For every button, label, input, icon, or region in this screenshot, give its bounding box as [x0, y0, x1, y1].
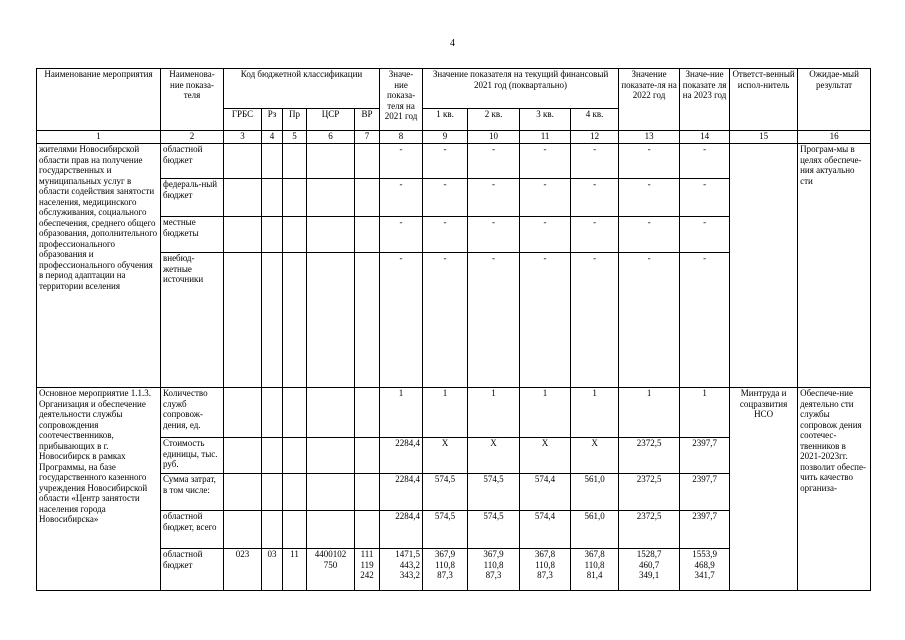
cell-dash: -	[619, 217, 680, 253]
cell-dash: -	[619, 179, 680, 217]
value-q4: X	[571, 438, 619, 474]
value: 468,9	[694, 559, 715, 570]
cell-dash: -	[380, 253, 423, 388]
value: 87,3	[485, 570, 502, 580]
header-q1: 1 кв.	[423, 109, 468, 131]
cell-dash: -	[380, 144, 423, 179]
value: 367,9	[483, 549, 504, 559]
header-indicator: Наименова-ние показа-теля	[161, 69, 224, 131]
value-2021	[380, 549, 423, 591]
header-q2: 2 кв.	[468, 109, 520, 131]
value-q2: 1	[468, 388, 520, 438]
value: 367,9	[434, 549, 456, 559]
indicator-label: областной бюджет	[161, 144, 224, 179]
value-2022: 2372,5	[619, 438, 680, 474]
value-2023: 2397,7	[680, 474, 730, 511]
value: 110,8	[435, 559, 455, 570]
col-num: 14	[680, 131, 730, 144]
grbs-code: 023	[224, 549, 262, 591]
rz-code: 03	[262, 549, 283, 591]
cell-dash: -	[619, 144, 680, 179]
value: 87,3	[437, 570, 453, 580]
cell-dash: -	[423, 217, 468, 253]
cell-dash: -	[423, 179, 468, 217]
value-q1: X	[423, 438, 468, 474]
header-kbk: Код бюджетной классификации	[224, 69, 380, 109]
header-executor: Ответст-венный испол-нитель	[730, 69, 798, 131]
cell-dash: -	[571, 144, 619, 179]
vr-code: 111	[360, 549, 374, 559]
header-pr: Пр	[283, 109, 307, 131]
value-2023: 2397,7	[680, 511, 730, 549]
header-result: Ожидае-мый результат	[798, 69, 871, 131]
cell-dash: -	[468, 253, 520, 388]
indicator-label: Количество служб сопровож-дения, ед.	[161, 388, 224, 438]
cell-dash: -	[680, 179, 730, 217]
header-value-2023: Значе-ние показате ля на 2023 год	[680, 69, 730, 131]
header-vr: ВР	[355, 109, 380, 131]
header-rz: Рз	[262, 109, 283, 131]
value-q4: 1	[571, 388, 619, 438]
indicator-label: областной бюджет, всего	[161, 511, 224, 549]
value-2021: 2284,4	[380, 474, 423, 511]
budget-table	[36, 68, 871, 591]
col-num: 10	[468, 131, 520, 144]
header-row-1	[37, 69, 871, 109]
value-q1: 1	[423, 388, 468, 438]
col-num: 9	[423, 131, 468, 144]
table-row	[37, 144, 871, 179]
cell-dash: -	[571, 179, 619, 217]
value-q3: 574,4	[520, 474, 571, 511]
value: 110,8	[584, 559, 605, 570]
csr-code: 4400102 750	[307, 549, 355, 591]
indicator-label: местные бюджеты	[161, 217, 224, 253]
cell-dash: -	[571, 253, 619, 388]
cell-dash: -	[468, 217, 520, 253]
value: 110,8	[483, 559, 504, 570]
header-q4: 4 кв.	[571, 109, 619, 131]
vr-code: 119	[360, 559, 374, 570]
vr-code: 242	[360, 570, 374, 580]
col-num: 3	[224, 131, 262, 144]
value-2022	[619, 549, 680, 591]
cell-dash: -	[680, 217, 730, 253]
value: 341,7	[694, 570, 715, 580]
value-q1: 574,5	[423, 474, 468, 511]
indicator-label: внебюд-жетные источники	[161, 253, 224, 388]
value-q3: 574,4	[520, 511, 571, 549]
col-num: 5	[283, 131, 307, 144]
header-q3: 3 кв.	[520, 109, 571, 131]
col-num: 12	[571, 131, 619, 144]
value-q2	[468, 549, 520, 591]
cell-dash: -	[520, 217, 571, 253]
indicator-label: Стоимость единицы, тыс. руб.	[161, 438, 224, 474]
page-number: 4	[450, 38, 455, 49]
value: 110,8	[535, 559, 555, 570]
header-value-2022: Значение показате-ля на 2022 год	[619, 69, 680, 131]
value-q3: 1	[520, 388, 571, 438]
value: 460,7	[638, 559, 660, 570]
header-name: Наименование мероприятия	[37, 69, 161, 131]
value-q4: 561,0	[571, 474, 619, 511]
header-grbs: ГРБС	[224, 109, 262, 131]
value: 1553,9	[692, 549, 717, 559]
value-q1: 574,5	[423, 511, 468, 549]
executor: Минтруда и соцразвития НСО	[730, 388, 798, 591]
indicator-label: федераль-ный бюджет	[161, 179, 224, 217]
header-csr: ЦСР	[307, 109, 355, 131]
cell-dash: -	[520, 179, 571, 217]
value-2022: 2372,5	[619, 511, 680, 549]
value: 343,2	[399, 570, 421, 580]
indicator-label: областной бюджет	[161, 549, 224, 591]
col-num: 8	[380, 131, 423, 144]
cell-dash: -	[619, 253, 680, 388]
value-2023: 2397,7	[680, 438, 730, 474]
value-2022: 2372,5	[619, 474, 680, 511]
value: 81,4	[586, 570, 603, 580]
value: 1528,7	[636, 549, 662, 559]
value: 367,8	[534, 549, 556, 559]
col-num: 15	[730, 131, 798, 144]
expected-result: Обеспече-ние деятельно сти службы сопровож дения соотечес-твенников в 2021-2023гг. позволит обеспе-чить качество организа-	[798, 388, 871, 591]
col-num: 7	[355, 131, 380, 144]
pr-code: 11	[283, 549, 307, 591]
value-2023: 1	[680, 388, 730, 438]
header-value-2021: Значе-ние показа-теля на 2021 год	[380, 69, 423, 131]
cell-dash: -	[520, 253, 571, 388]
cell-dash: -	[423, 144, 468, 179]
value-q2: X	[468, 438, 520, 474]
header-current-year: Значение показателя на текущий финансовый 2021 год (поквартально)	[423, 69, 619, 109]
col-num: 11	[520, 131, 571, 144]
value-q3: X	[520, 438, 571, 474]
cell-dash: -	[380, 179, 423, 217]
indicator-label: Сумма затрат, в том числе:	[161, 474, 224, 511]
value-2021: 2284,4	[380, 511, 423, 549]
value: 367,8	[584, 549, 605, 559]
value: 349,1	[638, 570, 660, 580]
cell-dash: -	[680, 253, 730, 388]
value-q3	[520, 549, 571, 591]
cell-dash: -	[680, 144, 730, 179]
col-num: 2	[161, 131, 224, 144]
col-num: 4	[262, 131, 283, 144]
value: 443,2	[399, 559, 421, 570]
cell-dash: -	[468, 179, 520, 217]
value-q4: 561,0	[571, 511, 619, 549]
value-q1	[423, 549, 468, 591]
col-num: 1	[37, 131, 161, 144]
col-num: 6	[307, 131, 355, 144]
column-number-row	[37, 131, 871, 144]
value: 1471,5	[395, 549, 421, 559]
table-row	[37, 388, 871, 438]
cell-dash: -	[571, 217, 619, 253]
value: 87,3	[537, 570, 553, 580]
col-num: 13	[619, 131, 680, 144]
value-2021: 2284,4	[380, 438, 423, 474]
col-num: 16	[798, 131, 871, 144]
expected-result: Програм-мы в целях обеспече-ния актуально сти	[798, 144, 871, 388]
value-q2: 574,5	[468, 474, 520, 511]
cell-dash: -	[468, 144, 520, 179]
cell-dash: -	[520, 144, 571, 179]
value-2023	[680, 549, 730, 591]
value-2022: 1	[619, 388, 680, 438]
vr-codes	[355, 549, 380, 591]
cell-dash: -	[380, 217, 423, 253]
cell-dash: -	[423, 253, 468, 388]
value-q2: 574,5	[468, 511, 520, 549]
value-2021: 1	[380, 388, 423, 438]
activity-name: жителями Новосибирской области прав на получение государственных и муниципальных услуг в области содействия занятости населения, медицинского обслуживания, социального обеспечения, среднего общего образования, дополнительного профессионального образования и профессионального обучения в период адаптации на территории вселения	[37, 144, 161, 388]
activity-name: Основное мероприятие 1.1.3. Организация и обеспечение деятельности службы сопровождения соотечественников, прибывающих в г. Новосибирск в рамках Программы, на базе государственного казенного учреждения Новосибирской области «Центр занятости населения города Новосибирска»	[37, 388, 161, 591]
value-q4	[571, 549, 619, 591]
